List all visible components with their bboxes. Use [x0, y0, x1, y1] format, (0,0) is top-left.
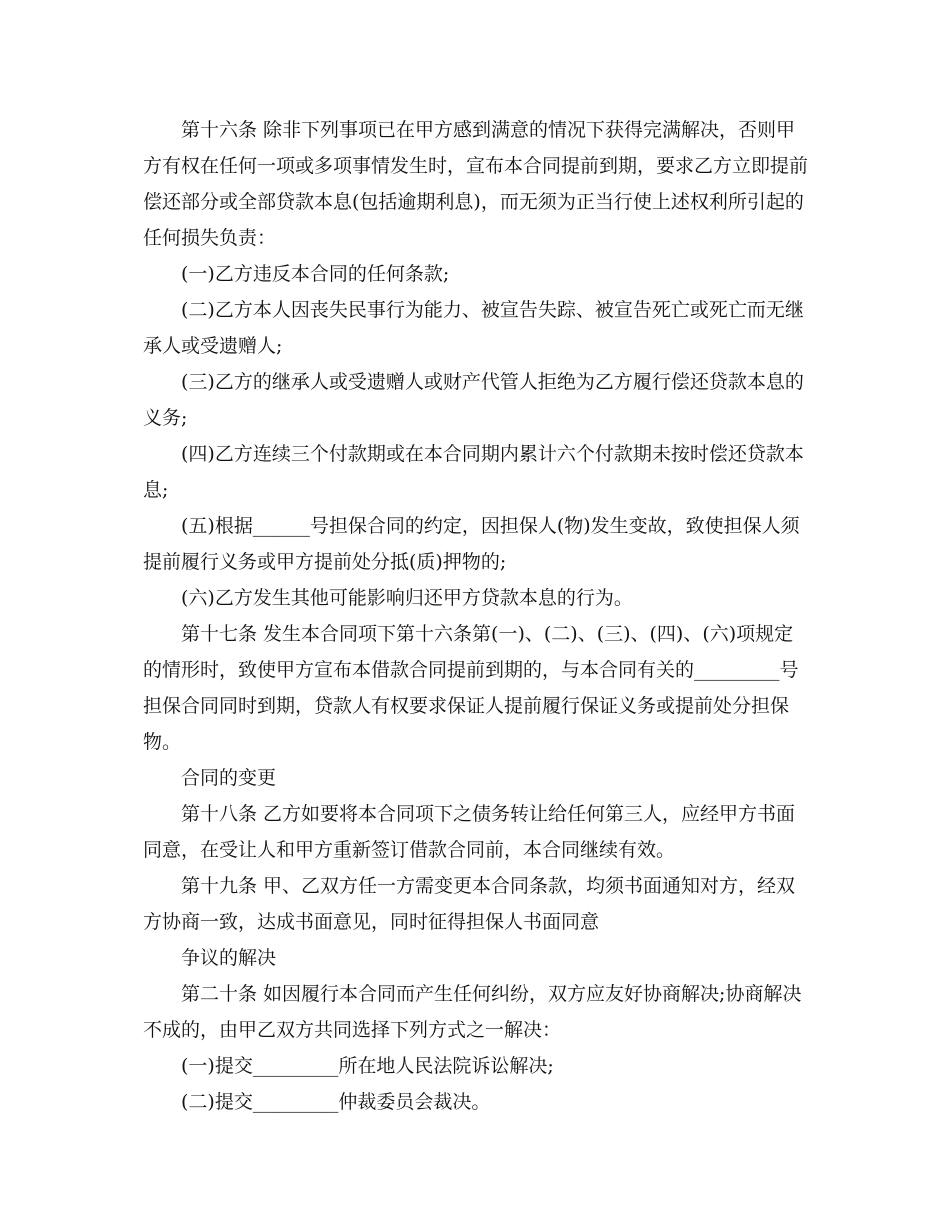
- clause-19-paragraph: 第十九条 甲、乙双方任一方需变更本合同条款，均须书面通知对方，经双方协商一致，达成书面意见，同时征得担保人书面同意: [143, 875, 796, 933]
- clause-17-paragraph: 第十七条 发生本合同项下第十六条第(一)、(二)、(三)、(四)、(六)项规定的情形时，致使甲方宣布本借款合同提前到期的，与本合同有关的_________号担保合同同时到期，贷款人有权要求保证人提前履行保证义务或提前处分担保物。: [143, 623, 799, 753]
- section-heading-dispute-resolution: 争议的解决: [181, 947, 277, 969]
- clause-16-item-5: (五)根据______号担保合同的约定，因担保人(物)发生变故，致使担保人须提前履行义务或甲方提前处分抵(质)押物的;: [143, 515, 800, 573]
- clause-16-paragraph: 第十六条 除非下列事项已在甲方感到满意的情况下获得完满解决，否则甲方有权在任何一项或多项事情发生时，宣布本合同提前到期，要求乙方立即提前偿还部分或全部贷款本息(包括逾期利息)，而无须为正当行使上述权利所引起的任何损失负责：: [143, 119, 809, 249]
- clause-20-item-2: (二)提交_________仲裁委员会裁决。: [181, 1091, 491, 1113]
- clause-16-item-1: (一)乙方违反本合同的任何条款;: [181, 263, 450, 285]
- clause-16-item-6: (六)乙方发生其他可能影响归还甲方贷款本息的行为。: [181, 587, 633, 609]
- clause-16-item-3: (三)乙方的继承人或受遗赠人或财产代管人拒绝为乙方履行偿还贷款本息的义务;: [143, 371, 804, 429]
- clause-16-item-2: (二)乙方本人因丧失民事行为能力、被宣告失踪、被宣告死亡或死亡而无继承人或受遗赠人;: [143, 299, 804, 357]
- section-heading-contract-changes: 合同的变更: [181, 767, 277, 789]
- clause-16-item-4: (四)乙方连续三个付款期或在本合同期内累计六个付款期未按时偿还贷款本息;: [143, 443, 804, 501]
- clause-20-item-1: (一)提交_________所在地人民法院诉讼解决;: [181, 1055, 554, 1077]
- document-body: [143, 112, 808, 1120]
- clause-18-paragraph: 第十八条 乙方如要将本合同项下之债务转让给任何第三人，应经甲方书面同意，在受让人和甲方重新签订借款合同前，本合同继续有效。: [143, 803, 796, 861]
- clause-20-paragraph: 第二十条 如因履行本合同而产生任何纠纷，双方应友好协商解决;协商解决不成的，由甲乙双方共同选择下列方式之一解决：: [143, 983, 802, 1041]
